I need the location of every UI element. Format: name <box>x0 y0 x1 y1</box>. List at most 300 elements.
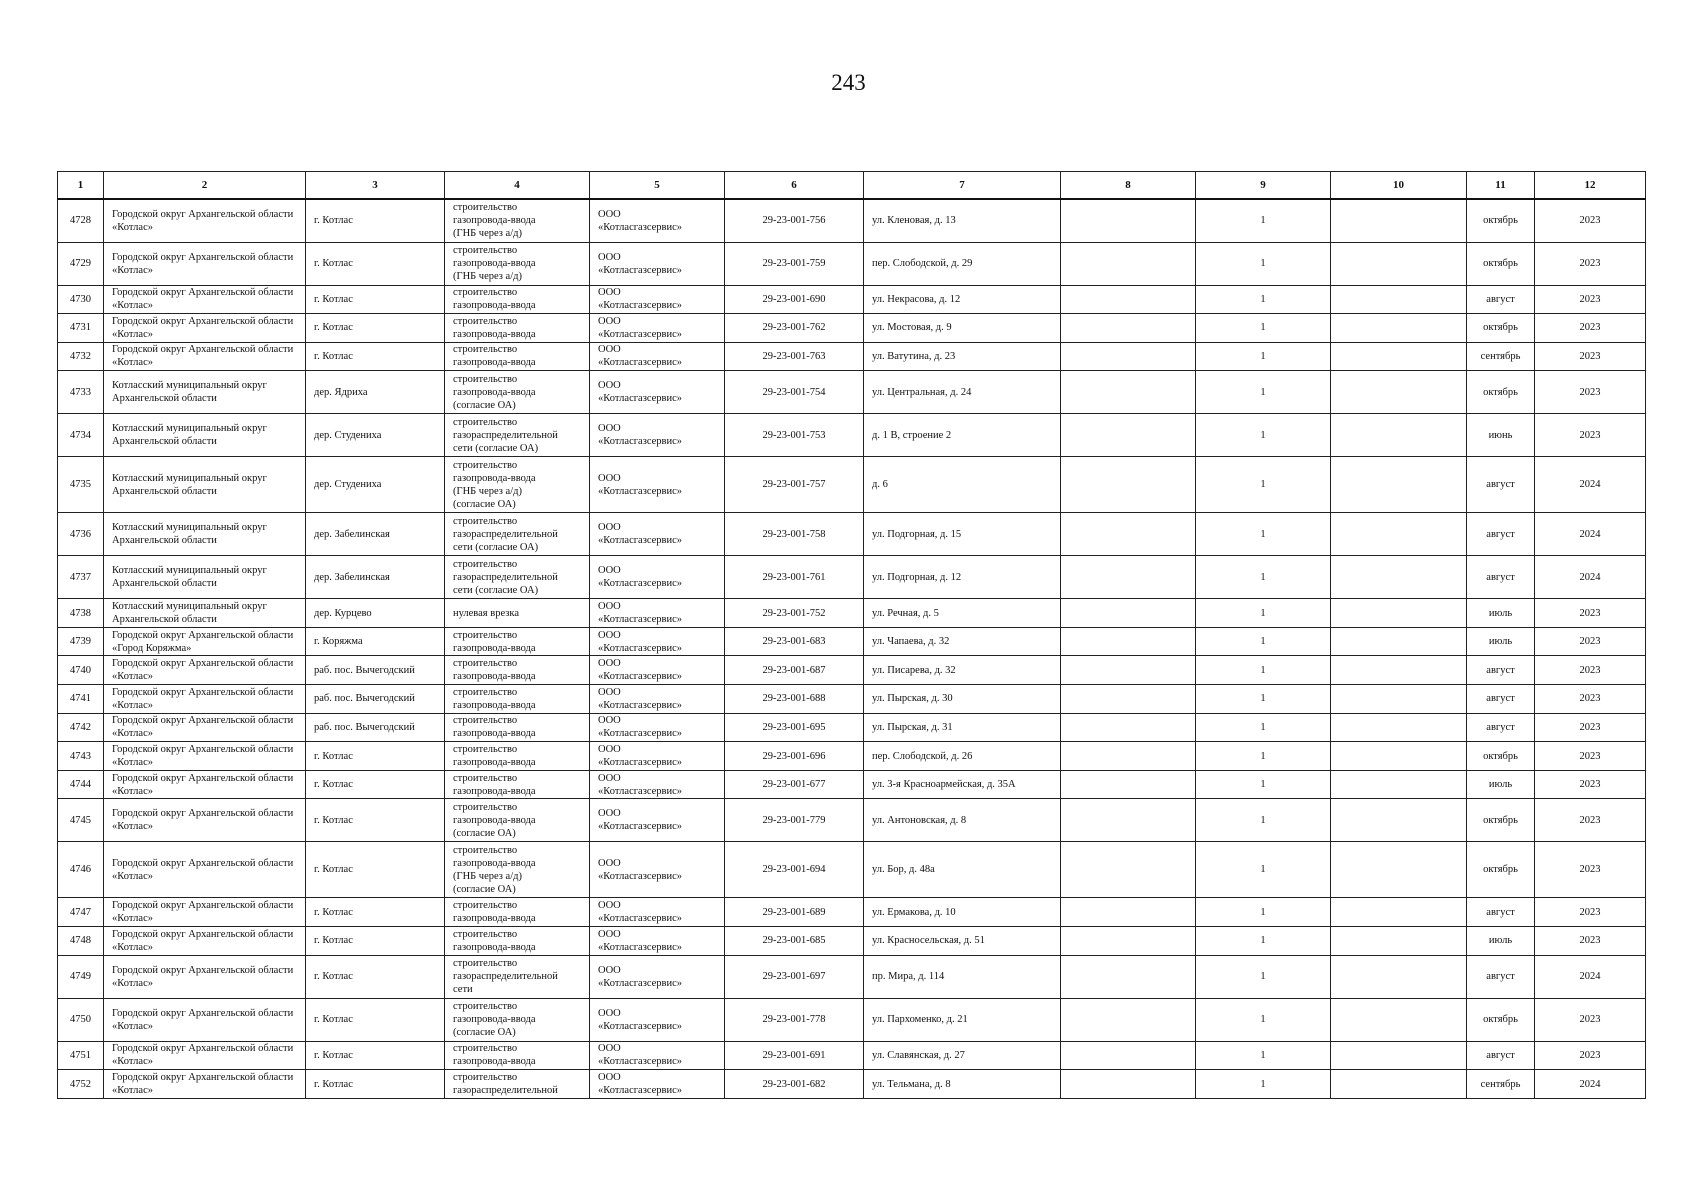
column-8-cell <box>1061 414 1196 457</box>
month-cell: октябрь <box>1467 371 1535 414</box>
municipality-cell: Котласский муниципальный округ Архангельской области <box>104 457 306 513</box>
address-cell: ул. Бор, д. 48а <box>864 842 1061 898</box>
address-cell: ул. Подгорная, д. 15 <box>864 513 1061 556</box>
work-type-cell: строительство газораспределительной сети (согласие ОА) <box>445 513 590 556</box>
address-cell: ул. 3-я Красноармейская, д. 35А <box>864 770 1061 799</box>
row-number: 4747 <box>58 898 104 927</box>
column-10-cell <box>1331 799 1467 842</box>
object-code-cell: 29-23-001-758 <box>725 513 864 556</box>
row-number: 4742 <box>58 713 104 742</box>
work-type-cell: строительство газопровода-ввода (ГНБ через а/д) <box>445 242 590 285</box>
work-type-cell: строительство газопровода-ввода <box>445 342 590 371</box>
year-cell: 2024 <box>1535 457 1646 513</box>
table-row <box>58 457 1646 513</box>
organization-cell: ООО «Котласгазсервис» <box>590 599 725 628</box>
locality-cell: г. Котлас <box>306 898 445 927</box>
column-8-cell <box>1061 955 1196 998</box>
year-cell: 2023 <box>1535 842 1646 898</box>
object-code-cell: 29-23-001-689 <box>725 898 864 927</box>
address-cell: пр. Мира, д. 114 <box>864 955 1061 998</box>
month-cell: август <box>1467 513 1535 556</box>
month-cell: август <box>1467 713 1535 742</box>
col-header-9: 9 <box>1196 172 1331 200</box>
object-code-cell: 29-23-001-677 <box>725 770 864 799</box>
locality-cell: г. Коряжма <box>306 627 445 656</box>
month-cell: сентябрь <box>1467 1070 1535 1099</box>
month-cell: август <box>1467 898 1535 927</box>
quantity-cell: 1 <box>1196 627 1331 656</box>
address-cell: ул. Кленовая, д. 13 <box>864 199 1061 242</box>
municipality-cell: Котласский муниципальный округ Архангельской области <box>104 371 306 414</box>
column-8-cell <box>1061 1070 1196 1099</box>
column-10-cell <box>1331 898 1467 927</box>
locality-cell: дер. Студениха <box>306 414 445 457</box>
address-cell: ул. Некрасова, д. 12 <box>864 285 1061 314</box>
work-type-cell: строительство газораспределительной <box>445 1070 590 1099</box>
col-header-8: 8 <box>1061 172 1196 200</box>
row-number: 4729 <box>58 242 104 285</box>
organization-cell: ООО «Котласгазсервис» <box>590 199 725 242</box>
column-10-cell <box>1331 199 1467 242</box>
address-cell: ул. Центральная, д. 24 <box>864 371 1061 414</box>
col-header-7: 7 <box>864 172 1061 200</box>
month-cell: октябрь <box>1467 799 1535 842</box>
month-cell: июль <box>1467 599 1535 628</box>
row-number: 4730 <box>58 285 104 314</box>
column-8-cell <box>1061 556 1196 599</box>
quantity-cell: 1 <box>1196 713 1331 742</box>
column-8-cell <box>1061 457 1196 513</box>
column-8-cell <box>1061 770 1196 799</box>
year-cell: 2023 <box>1535 656 1646 685</box>
locality-cell: г. Котлас <box>306 342 445 371</box>
row-number: 4733 <box>58 371 104 414</box>
organization-cell: ООО «Котласгазсервис» <box>590 927 725 956</box>
page-number: 243 <box>831 70 866 95</box>
object-code-cell: 29-23-001-682 <box>725 1070 864 1099</box>
organization-cell: ООО «Котласгазсервис» <box>590 842 725 898</box>
month-cell: июль <box>1467 770 1535 799</box>
organization-cell: ООО «Котласгазсервис» <box>590 742 725 771</box>
year-cell: 2023 <box>1535 242 1646 285</box>
address-cell: ул. Славянская, д. 27 <box>864 1041 1061 1070</box>
object-code-cell: 29-23-001-759 <box>725 242 864 285</box>
locality-cell: г. Котлас <box>306 927 445 956</box>
municipality-cell: Котласский муниципальный округ Архангельской области <box>104 556 306 599</box>
address-cell: ул. Антоновская, д. 8 <box>864 799 1061 842</box>
locality-cell: раб. пос. Вычегодский <box>306 685 445 714</box>
month-cell: август <box>1467 656 1535 685</box>
col-header-11: 11 <box>1467 172 1535 200</box>
municipality-cell: Городской округ Архангельской области «Котлас» <box>104 1041 306 1070</box>
month-cell: август <box>1467 556 1535 599</box>
table-row <box>58 242 1646 285</box>
table-row <box>58 285 1646 314</box>
quantity-cell: 1 <box>1196 742 1331 771</box>
table-row <box>58 414 1646 457</box>
work-type-cell: строительство газопровода-ввода <box>445 1041 590 1070</box>
work-type-cell: нулевая врезка <box>445 599 590 628</box>
address-cell: ул. Подгорная, д. 12 <box>864 556 1061 599</box>
year-cell: 2023 <box>1535 898 1646 927</box>
organization-cell: ООО «Котласгазсервис» <box>590 1070 725 1099</box>
column-10-cell <box>1331 314 1467 343</box>
column-8-cell <box>1061 314 1196 343</box>
row-number: 4745 <box>58 799 104 842</box>
col-header-10: 10 <box>1331 172 1467 200</box>
column-10-cell <box>1331 371 1467 414</box>
column-8-cell <box>1061 842 1196 898</box>
table-row <box>58 998 1646 1041</box>
quantity-cell: 1 <box>1196 656 1331 685</box>
month-cell: июнь <box>1467 414 1535 457</box>
year-cell: 2023 <box>1535 414 1646 457</box>
work-type-cell: строительство газопровода-ввода <box>445 770 590 799</box>
organization-cell: ООО «Котласгазсервис» <box>590 627 725 656</box>
object-code-cell: 29-23-001-778 <box>725 998 864 1041</box>
column-10-cell <box>1331 742 1467 771</box>
object-code-cell: 29-23-001-757 <box>725 457 864 513</box>
locality-cell: дер. Ядриха <box>306 371 445 414</box>
work-type-cell: строительство газопровода-ввода <box>445 627 590 656</box>
organization-cell: ООО «Котласгазсервис» <box>590 998 725 1041</box>
organization-cell: ООО «Котласгазсервис» <box>590 799 725 842</box>
organization-cell: ООО «Котласгазсервис» <box>590 314 725 343</box>
locality-cell: г. Котлас <box>306 998 445 1041</box>
table-row <box>58 599 1646 628</box>
object-code-cell: 29-23-001-691 <box>725 1041 864 1070</box>
column-8-cell <box>1061 242 1196 285</box>
organization-cell: ООО «Котласгазсервис» <box>590 898 725 927</box>
year-cell: 2023 <box>1535 314 1646 343</box>
locality-cell: дер. Забелинская <box>306 513 445 556</box>
object-code-cell: 29-23-001-753 <box>725 414 864 457</box>
municipality-cell: Городской округ Архангельской области «Котлас» <box>104 199 306 242</box>
year-cell: 2023 <box>1535 713 1646 742</box>
table-row <box>58 199 1646 242</box>
work-type-cell: строительство газораспределительной сети <box>445 955 590 998</box>
object-code-cell: 29-23-001-683 <box>725 627 864 656</box>
work-type-cell: строительство газопровода-ввода <box>445 285 590 314</box>
table-row <box>58 742 1646 771</box>
row-number: 4732 <box>58 342 104 371</box>
work-type-cell: строительство газопровода-ввода <box>445 685 590 714</box>
column-10-cell <box>1331 1041 1467 1070</box>
month-cell: июль <box>1467 627 1535 656</box>
month-cell: октябрь <box>1467 242 1535 285</box>
month-cell: август <box>1467 685 1535 714</box>
object-code-cell: 29-23-001-756 <box>725 199 864 242</box>
object-code-cell: 29-23-001-685 <box>725 927 864 956</box>
year-cell: 2023 <box>1535 998 1646 1041</box>
work-type-cell: строительство газопровода-ввода (ГНБ через а/д) <box>445 199 590 242</box>
column-10-cell <box>1331 242 1467 285</box>
quantity-cell: 1 <box>1196 199 1331 242</box>
month-cell: октябрь <box>1467 842 1535 898</box>
work-type-cell: строительство газопровода-ввода <box>445 898 590 927</box>
work-type-cell: строительство газопровода-ввода (ГНБ через а/д) (согласие ОА) <box>445 842 590 898</box>
month-cell: октябрь <box>1467 314 1535 343</box>
municipality-cell: Городской округ Архангельской области «Котлас» <box>104 898 306 927</box>
organization-cell: ООО «Котласгазсервис» <box>590 285 725 314</box>
year-cell: 2023 <box>1535 742 1646 771</box>
column-8-cell <box>1061 742 1196 771</box>
column-8-cell <box>1061 627 1196 656</box>
year-cell: 2023 <box>1535 627 1646 656</box>
quantity-cell: 1 <box>1196 599 1331 628</box>
month-cell: октябрь <box>1467 998 1535 1041</box>
row-number: 4746 <box>58 842 104 898</box>
object-code-cell: 29-23-001-690 <box>725 285 864 314</box>
work-type-cell: строительство газопровода-ввода <box>445 656 590 685</box>
column-8-cell <box>1061 1041 1196 1070</box>
row-number: 4734 <box>58 414 104 457</box>
column-10-cell <box>1331 955 1467 998</box>
row-number: 4751 <box>58 1041 104 1070</box>
column-10-cell <box>1331 414 1467 457</box>
column-8-cell <box>1061 371 1196 414</box>
month-cell: август <box>1467 955 1535 998</box>
row-number: 4743 <box>58 742 104 771</box>
work-type-cell: строительство газопровода-ввода (ГНБ через а/д) (согласие ОА) <box>445 457 590 513</box>
col-header-6: 6 <box>725 172 864 200</box>
quantity-cell: 1 <box>1196 898 1331 927</box>
col-header-12: 12 <box>1535 172 1646 200</box>
column-10-cell <box>1331 513 1467 556</box>
row-number: 4748 <box>58 927 104 956</box>
table-row <box>58 1070 1646 1099</box>
work-type-cell: строительство газопровода-ввода (согласие ОА) <box>445 998 590 1041</box>
col-header-5: 5 <box>590 172 725 200</box>
year-cell: 2023 <box>1535 770 1646 799</box>
address-cell: ул. Красносельская, д. 51 <box>864 927 1061 956</box>
quantity-cell: 1 <box>1196 998 1331 1041</box>
month-cell: август <box>1467 1041 1535 1070</box>
column-8-cell <box>1061 713 1196 742</box>
table-row <box>58 556 1646 599</box>
row-number: 4737 <box>58 556 104 599</box>
column-10-cell <box>1331 685 1467 714</box>
organization-cell: ООО «Котласгазсервис» <box>590 371 725 414</box>
column-8-cell <box>1061 685 1196 714</box>
locality-cell: г. Котлас <box>306 314 445 343</box>
quantity-cell: 1 <box>1196 770 1331 799</box>
year-cell: 2024 <box>1535 556 1646 599</box>
table-row <box>58 713 1646 742</box>
row-number: 4744 <box>58 770 104 799</box>
organization-cell: ООО «Котласгазсервис» <box>590 955 725 998</box>
locality-cell: г. Котлас <box>306 742 445 771</box>
column-10-cell <box>1331 342 1467 371</box>
year-cell: 2023 <box>1535 371 1646 414</box>
object-code-cell: 29-23-001-694 <box>725 842 864 898</box>
organization-cell: ООО «Котласгазсервис» <box>590 685 725 714</box>
year-cell: 2023 <box>1535 599 1646 628</box>
object-code-cell: 29-23-001-754 <box>725 371 864 414</box>
column-8-cell <box>1061 599 1196 628</box>
col-header-1: 1 <box>58 172 104 200</box>
quantity-cell: 1 <box>1196 414 1331 457</box>
table-row <box>58 770 1646 799</box>
col-header-3: 3 <box>306 172 445 200</box>
table-row <box>58 513 1646 556</box>
locality-cell: г. Котлас <box>306 285 445 314</box>
organization-cell: ООО «Котласгазсервис» <box>590 414 725 457</box>
table-row <box>58 955 1646 998</box>
quantity-cell: 1 <box>1196 955 1331 998</box>
column-8-cell <box>1061 342 1196 371</box>
column-10-cell <box>1331 656 1467 685</box>
object-code-cell: 29-23-001-761 <box>725 556 864 599</box>
municipality-cell: Городской округ Архангельской области «Котлас» <box>104 770 306 799</box>
year-cell: 2024 <box>1535 513 1646 556</box>
register-body <box>58 199 1646 1098</box>
header-row <box>58 172 1646 200</box>
year-cell: 2023 <box>1535 285 1646 314</box>
table-row <box>58 342 1646 371</box>
table-row <box>58 1041 1646 1070</box>
quantity-cell: 1 <box>1196 1041 1331 1070</box>
quantity-cell: 1 <box>1196 799 1331 842</box>
col-header-4: 4 <box>445 172 590 200</box>
column-10-cell <box>1331 927 1467 956</box>
address-cell: ул. Ватутина, д. 23 <box>864 342 1061 371</box>
organization-cell: ООО «Котласгазсервис» <box>590 242 725 285</box>
table-row <box>58 799 1646 842</box>
locality-cell: г. Котлас <box>306 842 445 898</box>
month-cell: август <box>1467 285 1535 314</box>
organization-cell: ООО «Котласгазсервис» <box>590 556 725 599</box>
organization-cell: ООО «Котласгазсервис» <box>590 656 725 685</box>
column-10-cell <box>1331 627 1467 656</box>
row-number: 4735 <box>58 457 104 513</box>
quantity-cell: 1 <box>1196 513 1331 556</box>
municipality-cell: Городской округ Архангельской области «Котлас» <box>104 656 306 685</box>
row-number: 4738 <box>58 599 104 628</box>
address-cell: ул. Ермакова, д. 10 <box>864 898 1061 927</box>
quantity-cell: 1 <box>1196 927 1331 956</box>
municipality-cell: Городской округ Архангельской области «Котлас» <box>104 685 306 714</box>
quantity-cell: 1 <box>1196 685 1331 714</box>
organization-cell: ООО «Котласгазсервис» <box>590 770 725 799</box>
quantity-cell: 1 <box>1196 371 1331 414</box>
year-cell: 2023 <box>1535 927 1646 956</box>
year-cell: 2023 <box>1535 1041 1646 1070</box>
address-cell: ул. Мостовая, д. 9 <box>864 314 1061 343</box>
quantity-cell: 1 <box>1196 457 1331 513</box>
address-cell: ул. Пархоменко, д. 21 <box>864 998 1061 1041</box>
municipality-cell: Городской округ Архангельской области «Котлас» <box>104 927 306 956</box>
municipality-cell: Городской округ Архангельской области «Котлас» <box>104 955 306 998</box>
work-type-cell: строительство газопровода-ввода <box>445 314 590 343</box>
organization-cell: ООО «Котласгазсервис» <box>590 513 725 556</box>
year-cell: 2024 <box>1535 955 1646 998</box>
object-code-cell: 29-23-001-763 <box>725 342 864 371</box>
year-cell: 2023 <box>1535 199 1646 242</box>
table-row <box>58 842 1646 898</box>
municipality-cell: Городской округ Архангельской области «Котлас» <box>104 842 306 898</box>
object-code-cell: 29-23-001-762 <box>725 314 864 343</box>
quantity-cell: 1 <box>1196 556 1331 599</box>
column-10-cell <box>1331 842 1467 898</box>
month-cell: октябрь <box>1467 742 1535 771</box>
object-code-cell: 29-23-001-696 <box>725 742 864 771</box>
object-code-cell: 29-23-001-752 <box>725 599 864 628</box>
locality-cell: дер. Забелинская <box>306 556 445 599</box>
quantity-cell: 1 <box>1196 342 1331 371</box>
address-cell: ул. Тельмана, д. 8 <box>864 1070 1061 1099</box>
column-8-cell <box>1061 285 1196 314</box>
municipality-cell: Котласский муниципальный округ Архангельской области <box>104 414 306 457</box>
column-10-cell <box>1331 770 1467 799</box>
column-8-cell <box>1061 998 1196 1041</box>
table-row <box>58 685 1646 714</box>
quantity-cell: 1 <box>1196 842 1331 898</box>
table-row <box>58 314 1646 343</box>
column-10-cell <box>1331 285 1467 314</box>
row-number: 4731 <box>58 314 104 343</box>
column-8-cell <box>1061 199 1196 242</box>
locality-cell: г. Котлас <box>306 242 445 285</box>
month-cell: октябрь <box>1467 199 1535 242</box>
year-cell: 2023 <box>1535 685 1646 714</box>
column-10-cell <box>1331 998 1467 1041</box>
locality-cell: раб. пос. Вычегодский <box>306 713 445 742</box>
row-number: 4750 <box>58 998 104 1041</box>
object-code-cell: 29-23-001-687 <box>725 656 864 685</box>
work-type-cell: строительство газопровода-ввода <box>445 713 590 742</box>
quantity-cell: 1 <box>1196 314 1331 343</box>
locality-cell: г. Котлас <box>306 770 445 799</box>
row-number: 4739 <box>58 627 104 656</box>
month-cell: август <box>1467 457 1535 513</box>
column-10-cell <box>1331 713 1467 742</box>
municipality-cell: Городской округ Архангельской области «Котлас» <box>104 742 306 771</box>
work-type-cell: строительство газопровода-ввода (согласие ОА) <box>445 799 590 842</box>
column-8-cell <box>1061 927 1196 956</box>
municipality-cell: Городской округ Архангельской области «Котлас» <box>104 799 306 842</box>
table-row <box>58 371 1646 414</box>
locality-cell: г. Котлас <box>306 955 445 998</box>
table-row <box>58 927 1646 956</box>
month-cell: июль <box>1467 927 1535 956</box>
work-type-cell: строительство газопровода-ввода <box>445 927 590 956</box>
row-number: 4728 <box>58 199 104 242</box>
organization-cell: ООО «Котласгазсервис» <box>590 713 725 742</box>
column-8-cell <box>1061 513 1196 556</box>
municipality-cell: Городской округ Архангельской области «Котлас» <box>104 998 306 1041</box>
address-cell: ул. Пырская, д. 30 <box>864 685 1061 714</box>
object-code-cell: 29-23-001-779 <box>725 799 864 842</box>
municipality-cell: Котласский муниципальный округ Архангельской области <box>104 513 306 556</box>
object-code-cell: 29-23-001-697 <box>725 955 864 998</box>
object-code-cell: 29-23-001-688 <box>725 685 864 714</box>
col-header-2: 2 <box>104 172 306 200</box>
municipality-cell: Городской округ Архангельской области «Котлас» <box>104 314 306 343</box>
column-10-cell <box>1331 556 1467 599</box>
locality-cell: г. Котлас <box>306 799 445 842</box>
row-number: 4740 <box>58 656 104 685</box>
address-cell: ул. Писарева, д. 32 <box>864 656 1061 685</box>
organization-cell: ООО «Котласгазсервис» <box>590 342 725 371</box>
organization-cell: ООО «Котласгазсервис» <box>590 457 725 513</box>
row-number: 4736 <box>58 513 104 556</box>
column-10-cell <box>1331 1070 1467 1099</box>
work-type-cell: строительство газораспределительной сети (согласие ОА) <box>445 556 590 599</box>
locality-cell: раб. пос. Вычегодский <box>306 656 445 685</box>
work-type-cell: строительство газопровода-ввода (согласие ОА) <box>445 371 590 414</box>
municipality-cell: Городской округ Архангельской области «Город Коряжма» <box>104 627 306 656</box>
